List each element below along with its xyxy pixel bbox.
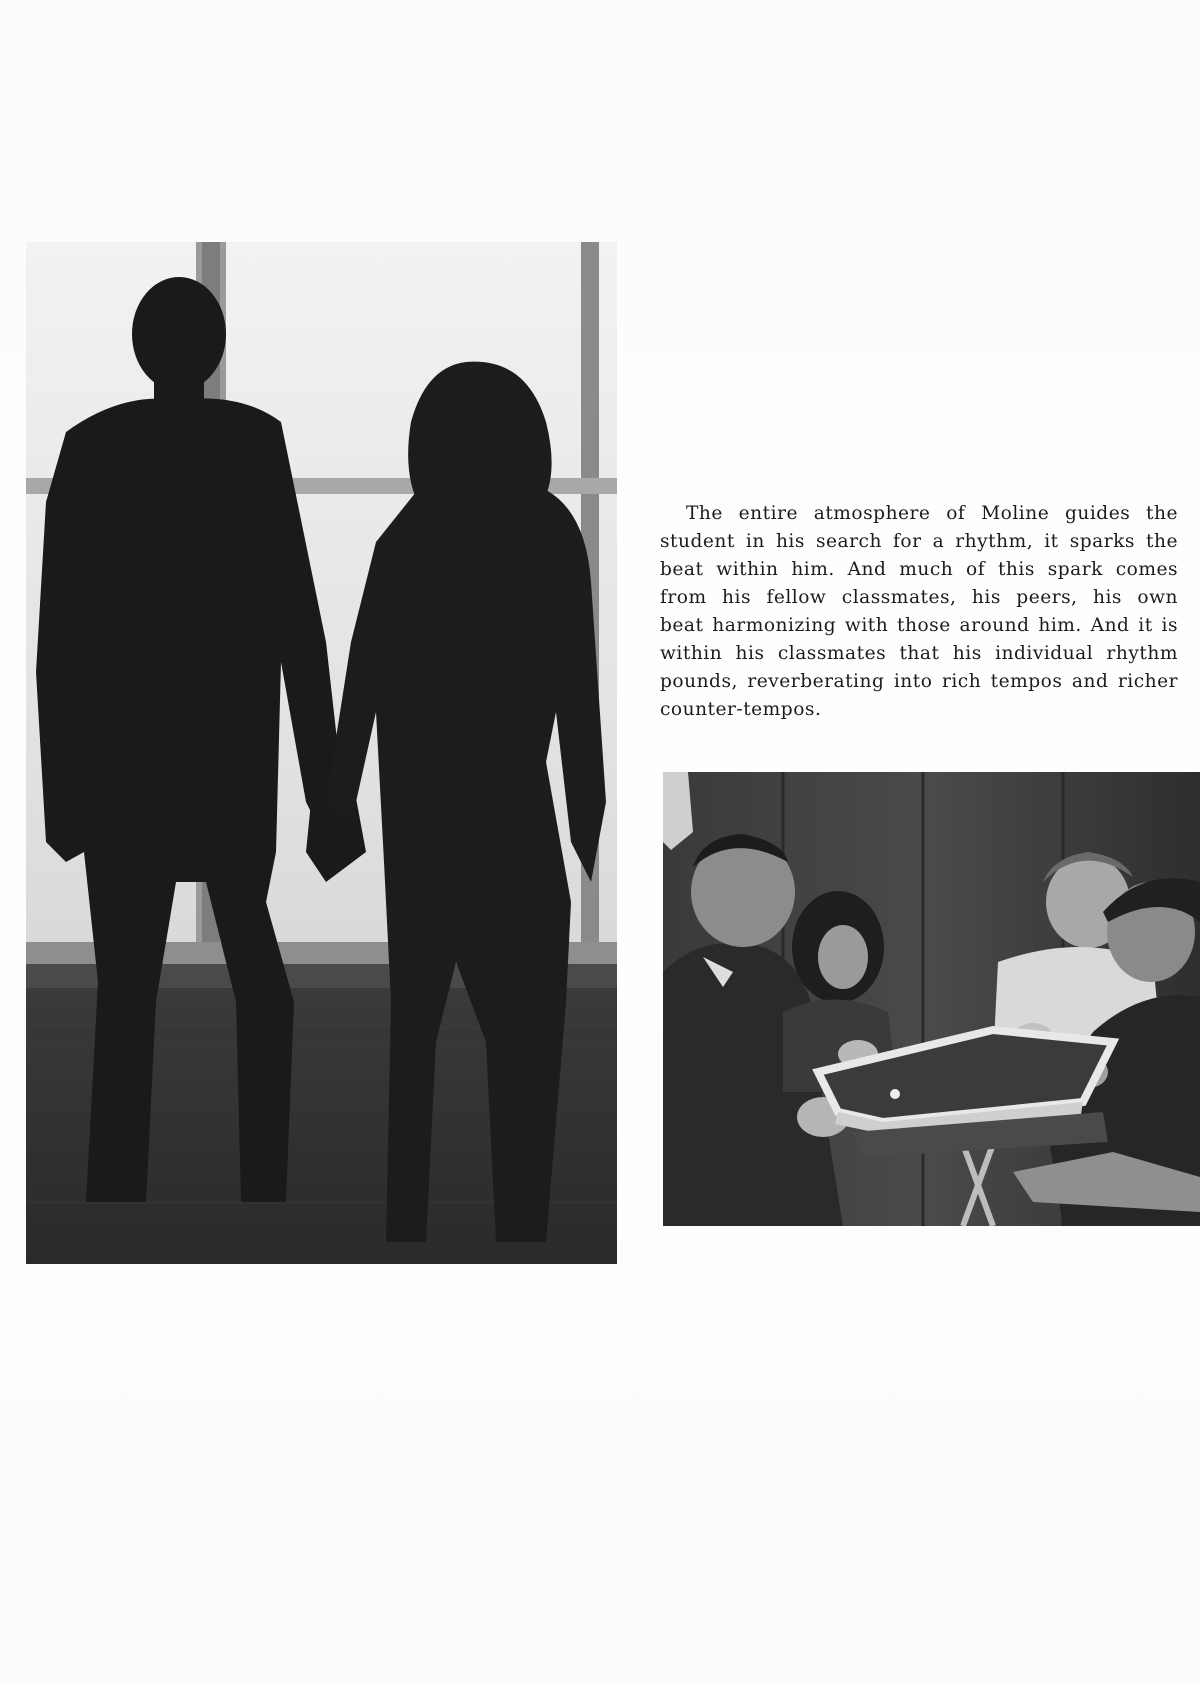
students-table-game-image bbox=[663, 772, 1200, 1226]
students-table-game-photo bbox=[663, 772, 1200, 1226]
caption-paragraph: The entire atmosphere of Moline guides the student in his search for a rhythm, it sparks the beat within him. And much of this spark comes from his fellow classmates, his peers, his own beat harmonizing with those around him. And it is within his classmates that his individual rhythm pounds, reverberating into rich tempos and richer counter-tempos. bbox=[660, 503, 1178, 720]
couple-silhouette-photo bbox=[26, 242, 617, 1264]
couple-silhouette-image bbox=[26, 242, 617, 1264]
